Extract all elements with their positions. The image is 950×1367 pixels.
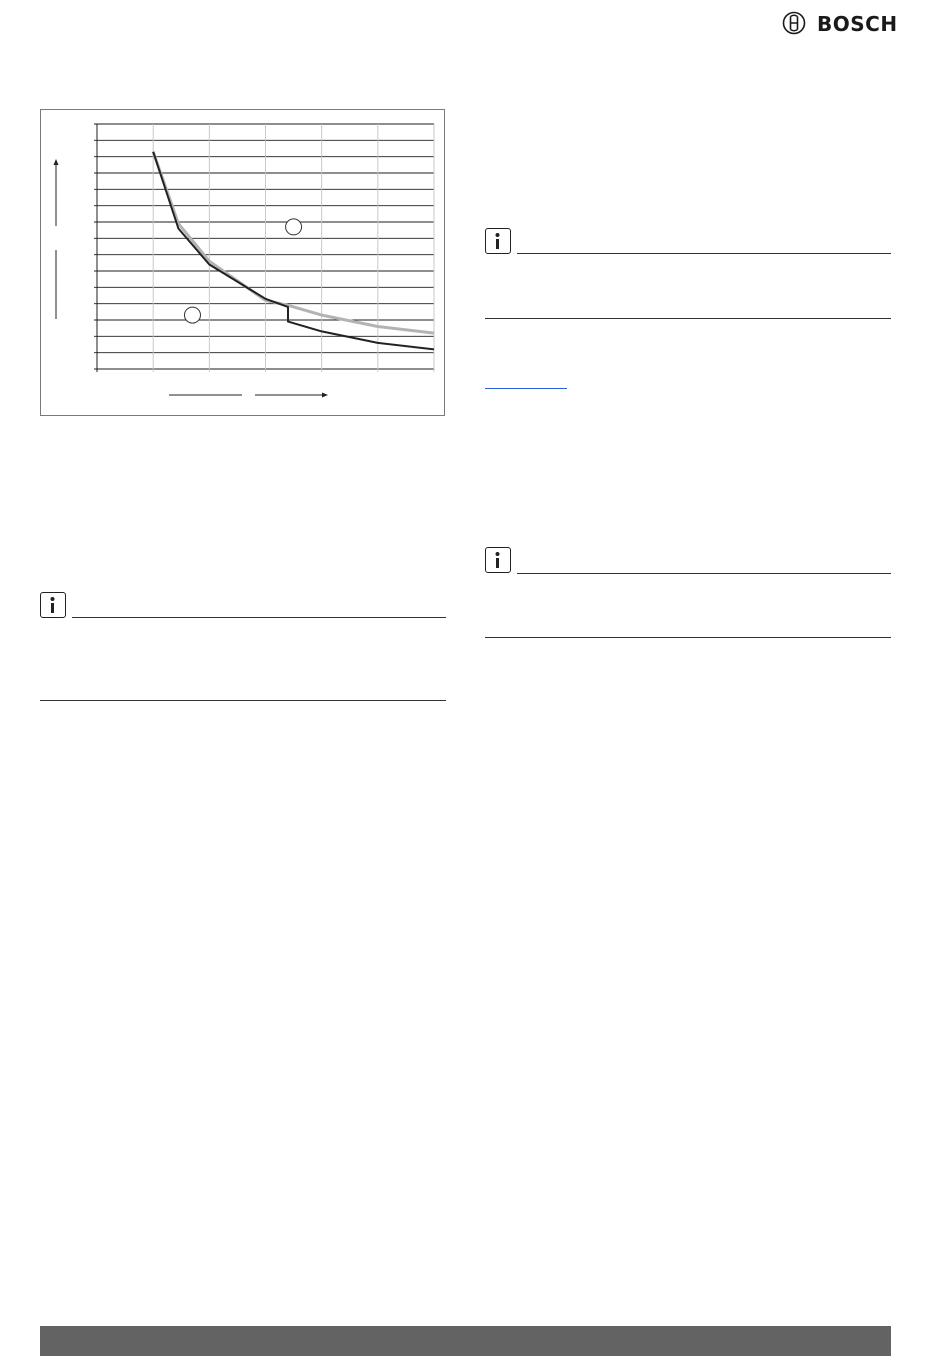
brand-name: BOSCH xyxy=(817,12,898,36)
footer-bar xyxy=(40,1326,891,1356)
note-top-rule xyxy=(72,617,446,618)
note-bottom-rule xyxy=(485,318,891,319)
series-line xyxy=(153,152,434,333)
performance-chart xyxy=(40,109,445,416)
bosch-logo xyxy=(782,10,898,38)
info-icon xyxy=(485,547,511,573)
note-top-rule xyxy=(517,253,891,254)
callout-marker xyxy=(184,307,200,323)
note-top-rule xyxy=(517,573,891,574)
chart-canvas xyxy=(41,110,446,417)
callout-marker xyxy=(286,219,302,235)
note-bottom-rule xyxy=(485,637,891,638)
hyperlink-underline[interactable] xyxy=(485,388,567,389)
note-bottom-rule xyxy=(40,700,446,701)
y-axis-arrowhead xyxy=(54,159,59,165)
info-icon xyxy=(40,592,66,618)
info-icon xyxy=(485,228,511,254)
bosch-armature-icon xyxy=(782,11,806,35)
x-axis-arrowhead xyxy=(322,393,328,398)
